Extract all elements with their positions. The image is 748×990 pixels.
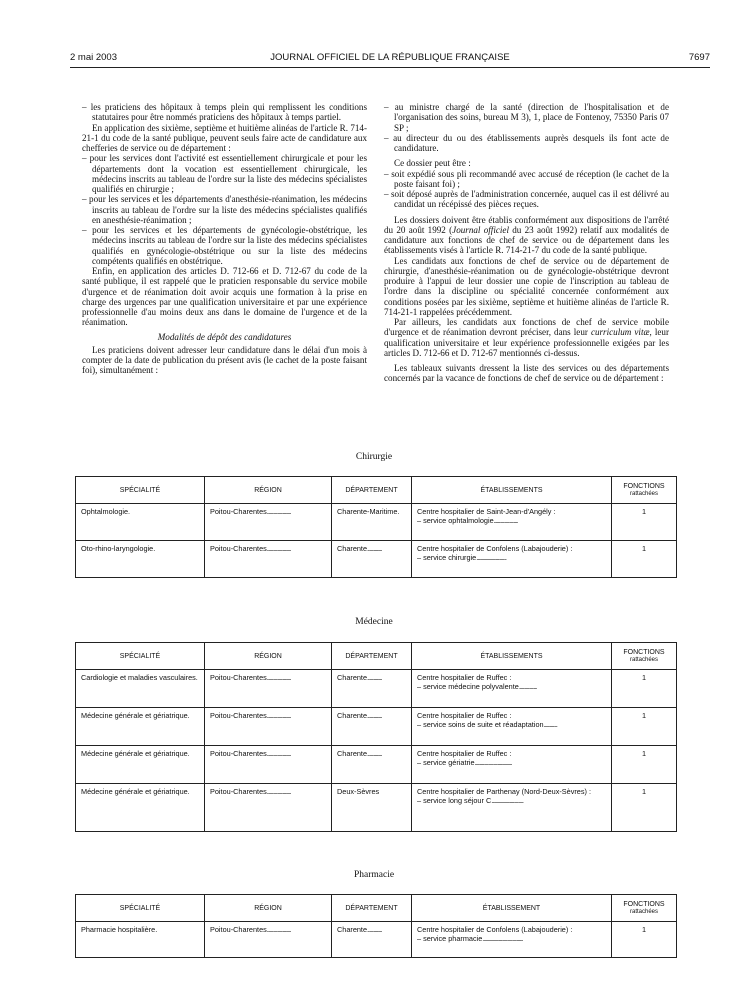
header-fonctions: FONCTIONS rattachées [612, 895, 677, 922]
page-header [70, 52, 710, 66]
table-row: Oto-rhino-laryngologie. Poitou-Charentes....................... Charente.............. Centre hospitalier de Confolens (Labajouderie) : – service chirurgie............................. 1 [76, 541, 677, 578]
paragraph: Les dossiers doivent être établis conformément aux dispositions de l'arrêté du 20 août 1992 (Journal officiel du 23 août 1992) relatif aux modalités de candidature aux fonctions de chef de service ou de département dans les établissements visés à l'article R. 714-21-7 du code de la santé publique. [384, 214, 670, 256]
left-text-column [82, 102, 367, 376]
header-fonctions: FONCTIONS rattachées [612, 477, 677, 504]
table-chirurgie [75, 476, 677, 578]
paragraph: Les praticiens doivent adresser leur candidature dans le délai d'un mois à compter de la date de publication du présent avis (le cachet de la poste faisant foi), simultanément : [82, 344, 367, 376]
paragraph: En application des sixième, septième et huitième alinéas de l'article R. 714-21-1 du code de la santé publique, peuvent seuls faire acte de candidature aux chefferies de service ou de département : [82, 122, 367, 153]
table-row: Cardiologie et maladies vasculaires. Poitou-Charentes....................... Charente.............. Centre hospitalier de Ruffec : – service médecine polyvalente................. 1 [76, 670, 677, 708]
header-departement: DÉPARTEMENT [332, 477, 412, 504]
table-row: Ophtalmologie. Poitou-Charentes....................... Charente-Maritime. Centre hospitalier de Saint-Jean-d'Angély : – service ophtalmologie....................... 1 [76, 504, 677, 541]
list-item: – pour les services et les départements de gynécologie-obstétrique, les médecins inscrits au tableau de l'ordre sur la liste des médecins spécialistes qualifiés en gynécologie-obstétrique ou sur la liste des médecins compétents qualifiés en obstétrique. [82, 225, 367, 266]
paragraph: Les tableaux suivants dressent la liste des services ou des départements concernés par la vacance de fonctions de chef de service ou de département : [384, 363, 669, 384]
paragraph: Par ailleurs, les candidats aux fonctions de chef de service mobile d'urgence et de réanimation devront préciser, dans leur curriculum vitæ, leur qualification universitaire et leur expérience professionnelle exigées par les articles D. 712-66 et D. 712-67 mentionnés ci-dessus. [384, 317, 669, 358]
right-text-column [384, 102, 669, 384]
table-row: Médecine générale et gériatrique. Poitou-Charentes....................... Charente.............. Centre hospitalier de Ruffec : – service soins de suite et réadaptation............. 1 [76, 708, 677, 746]
table-pharmacie [75, 894, 677, 958]
journal-officiel-italic: Journal officiel [452, 224, 509, 235]
list-item: – au directeur du ou des établissements auprès desquels ils font acte de candidature. [384, 132, 669, 153]
header-etablissements: ÉTABLISSEMENTS [412, 643, 612, 670]
header-region: RÉGION [205, 895, 332, 922]
table-row: Pharmacie hospitalière. Poitou-Charentes....................... Charente.............. Centre hospitalier de Confolens (Labajouderie) : – service pharmacie....................................... 1 [76, 922, 677, 958]
table-caption-medecine: Médecine [355, 617, 393, 627]
header-rule [70, 67, 710, 68]
table-caption-chirurgie: Chirurgie [355, 452, 393, 462]
list-item: – au ministre chargé de la santé (direction de l'hospitalisation et de l'organisation des soins, bureau M 3), 1, place de Fontenoy, 75350 Paris 07 SP ; [384, 102, 669, 133]
header-journal-title: JOURNAL OFFICIEL DE LA RÉPUBLIQUE FRANÇAISE [270, 52, 510, 63]
header-specialite: SPÉCIALITÉ [76, 643, 205, 670]
list-item: – soit déposé auprès de l'administration concernée, auquel cas il est délivré au candidat un récépissé des pièces reçues. [384, 189, 669, 210]
header-region: RÉGION [205, 477, 332, 504]
header-page-number: 7697 [688, 52, 710, 63]
header-fonctions: FONCTIONS rattachées [612, 643, 677, 670]
table-medecine [75, 642, 677, 832]
list-item: – soit expédié sous pli recommandé avec accusé de réception (le cachet de la poste faisant foi) ; [384, 168, 669, 189]
table-row: Médecine générale et gériatrique. Poitou-Charentes....................... Deux-Sèvres Centre hospitalier de Parthenay (Nord-Deux-Sèvres) : – service long séjour C............................... 1 [76, 784, 677, 832]
paragraph: Les candidats aux fonctions de chef de service ou de département de chirurgie, d'anesthésie-réanimation ou de gynécologie-obstétrique devront produire à l'appui de leur dossier une copie de l'inscription au tableau de l'ordre dans la discipline ou spécialité concernée conformément aux conditions posées par les sixième, septième et huitième alinéas de l'article R. 714-21-1 rappelées précédemment. [384, 255, 669, 317]
paragraph: – les praticiens des hôpitaux à temps plein qui remplissent les conditions statutaires pour être nommés praticiens des hôpitaux à temps partiel. [82, 102, 367, 123]
list-item: – pour les services dont l'activité est essentiellement chirurgicale et pour les départements dont la vocation est essentiellement chirurgicale, les médecins inscrits au tableau de l'ordre sur la liste des médecins spécialistes qualifiés en chirurgie ; [82, 153, 367, 194]
curriculum-italic: curriculum vitæ [590, 327, 650, 338]
paragraph: Enfin, en application des articles D. 712-66 et D. 712-67 du code de la santé publique, il est rappelé que le praticien responsable du service mobile d'urgence et de réanimation doit avoir acquis une formation à la prise en charge des urgences par une qualification universitaire et par une expérience professionnelle d'au moins deux ans dans le domaine de l'urgence et de la réanimation. [82, 266, 367, 328]
header-specialite: SPÉCIALITÉ [76, 477, 205, 504]
header-etablissements: ÉTABLISSEMENTS [412, 477, 612, 504]
table-caption-pharmacie: Pharmacie [353, 870, 395, 880]
paragraph: Ce dossier peut être : [394, 158, 471, 169]
header-departement: DÉPARTEMENT [332, 643, 412, 670]
header-region: RÉGION [205, 643, 332, 670]
header-departement: DÉPARTEMENT [332, 895, 412, 922]
list-item: – pour les services et les départements d'anesthésie-réanimation, les médecins inscrits au tableau de l'ordre sur la liste des médecins spécialistes qualifiés en anesthésie-réanimation ; [82, 194, 367, 225]
section-subtitle: Modalités de dépôt des candidatures [157, 331, 292, 342]
header-date: 2 mai 2003 [70, 52, 118, 63]
table-row: Médecine générale et gériatrique. Poitou-Charentes....................... Charente.............. Centre hospitalier de Ruffec : – service gériatrie.................................... 1 [76, 746, 677, 784]
header-specialite: SPÉCIALITÉ [76, 895, 205, 922]
header-etablissement: ÉTABLISSEMENT [412, 895, 612, 922]
